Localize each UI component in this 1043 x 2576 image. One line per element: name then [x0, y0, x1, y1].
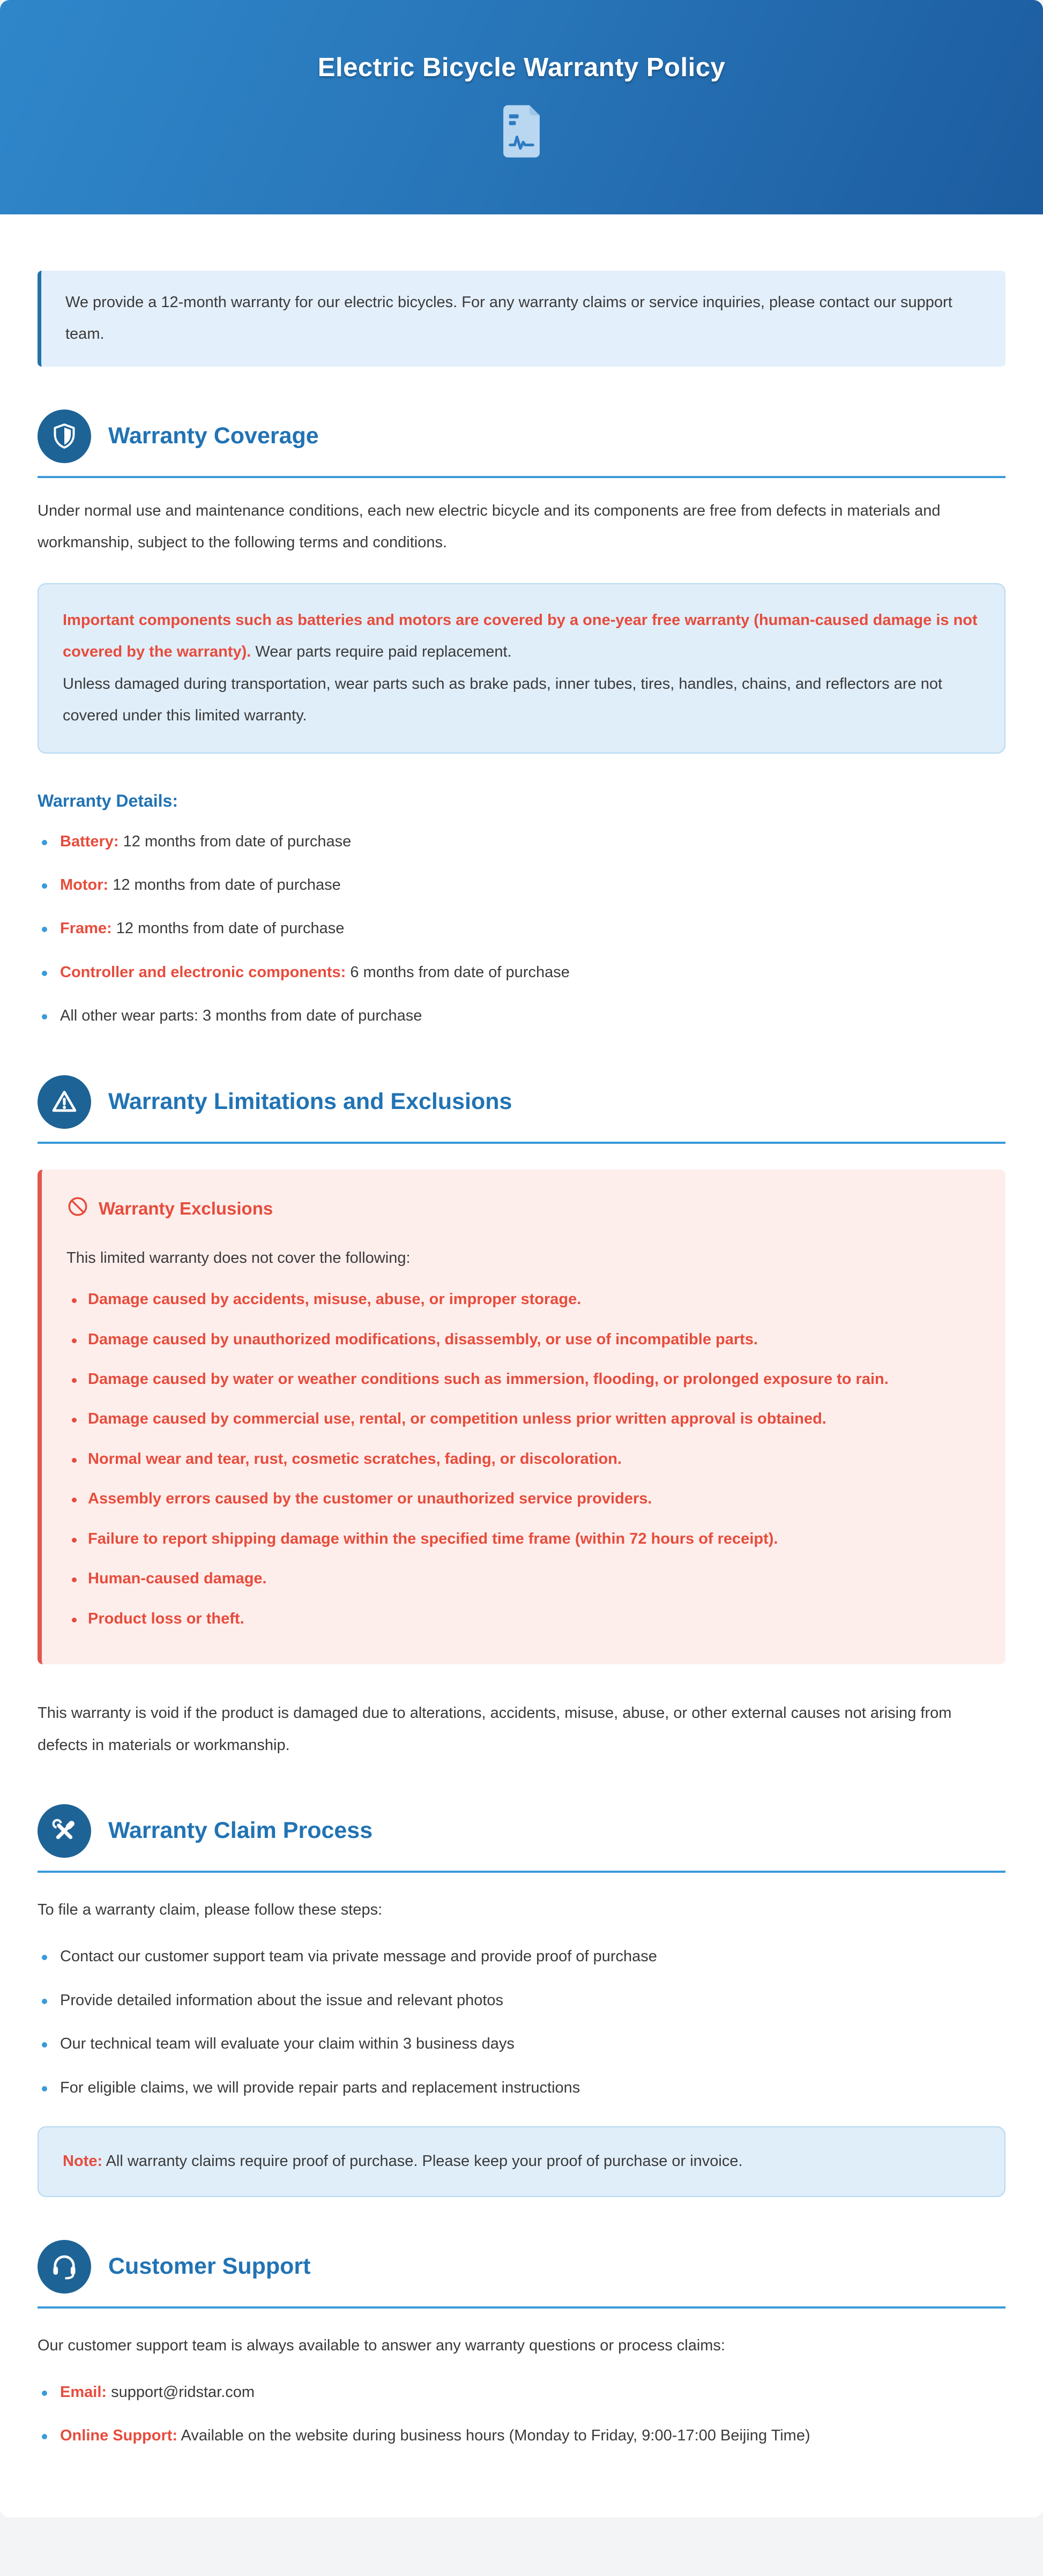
note-line — [63, 2146, 980, 2177]
divider — [38, 1142, 1005, 1144]
detail-label: Controller and electronic components: — [60, 963, 346, 981]
contact-text: support@ridstar.com — [107, 2384, 255, 2401]
detail-text: 6 months from date of purchase — [346, 963, 570, 981]
exclusions-intro: This limited warranty does not cover the following: — [66, 1249, 411, 1267]
list-item: Product loss or theft. — [66, 1603, 981, 1635]
list-item: Damage caused by accidents, misuse, abuse, or improper storage. — [66, 1284, 981, 1315]
detail-label: Motor: — [60, 876, 109, 894]
list-item: Human-caused damage. — [66, 1563, 981, 1595]
intro-text: We provide a 12-month warranty for our electric bicycles. For any warranty claims or service inquiries, please contact our support team. — [65, 294, 952, 343]
main-content — [0, 271, 1043, 2518]
list-item — [38, 826, 1005, 858]
detail-text: 12 months from date of purchase — [108, 876, 341, 894]
warranty-void-text: This warranty is void if the product is damaged due to alterations, accidents, misuse, abuse, or other external causes not arising from defects in materials or workmanship. — [38, 1704, 952, 1754]
support-contacts-list — [38, 2377, 1005, 2452]
coverage-title: Warranty Coverage — [108, 423, 319, 449]
warranty-details-list — [38, 826, 1005, 1032]
shield-icon — [38, 410, 91, 463]
claim-intro: To file a warranty claim, please follow these steps: — [38, 1901, 383, 1918]
coverage-heading-row — [38, 410, 1005, 463]
section-customer-support — [38, 2240, 1005, 2452]
important-line1 — [63, 605, 980, 668]
page-header — [0, 0, 1043, 214]
detail-text: 12 months from date of purchase — [118, 832, 352, 850]
list-item — [38, 1000, 1005, 1032]
divider — [38, 1871, 1005, 1873]
detail-text: 12 months from date of purchase — [111, 920, 345, 937]
prohibition-icon — [66, 1195, 89, 1222]
footer-gray-band — [0, 2518, 1043, 2576]
note-label: Note: — [63, 2153, 103, 2170]
support-title: Customer Support — [108, 2253, 311, 2280]
list-item — [38, 957, 1005, 988]
warning-icon — [38, 1075, 91, 1129]
list-item — [38, 869, 1005, 901]
support-heading-row — [38, 2240, 1005, 2294]
support-intro: Our customer support team is always available to answer any warranty questions or process claims: — [38, 2336, 725, 2354]
list-item: Assembly errors caused by the customer or unauthorized service providers. — [66, 1483, 981, 1515]
important-components-box — [38, 583, 1005, 754]
section-warranty-limitations — [38, 1075, 1005, 1761]
exclusions-title: Warranty Exclusions — [99, 1198, 273, 1218]
list-item: Damage caused by unauthorized modifications, disassembly, or use of incompatible parts. — [66, 1324, 981, 1356]
important-line2: Unless damaged during transportation, wear parts such as brake pads, inner tubes, tires, handles, chains, and reflectors are not covered under this limited warranty. — [63, 675, 943, 725]
intro-callout — [38, 271, 1005, 367]
list-item: For eligible claims, we will provide repair parts and replacement instructions — [38, 2072, 1005, 2104]
detail-label: Battery: — [60, 832, 119, 850]
list-item: Provide detailed information about the issue and relevant photos — [38, 1985, 1005, 2016]
list-item: Failure to report shipping damage within the specified time frame (within 72 hours of receipt). — [66, 1523, 981, 1555]
divider — [38, 476, 1005, 478]
list-item: Normal wear and tear, rust, cosmetic scratches, fading, or discoloration. — [66, 1443, 981, 1475]
page-title: Electric Bicycle Warranty Policy — [317, 53, 726, 82]
list-item: Our technical team will evaluate your claim within 3 business days — [38, 2028, 1005, 2060]
note-box — [38, 2126, 1005, 2197]
claim-heading-row — [38, 1804, 1005, 1858]
section-warranty-coverage — [38, 410, 1005, 1032]
important-red-text: Important components such as batteries and motors are covered by a one-year free warranty (human-caused damage is not covered by the warranty). — [63, 611, 978, 661]
list-item: Contact our customer support team via private message and provide proof of purchase — [38, 1941, 1005, 1972]
divider — [38, 2306, 1005, 2309]
exclusions-list — [66, 1284, 981, 1635]
detail-label: Frame: — [60, 920, 112, 937]
list-item: Damage caused by water or weather conditions such as immersion, flooding, or prolonged exposure to rain. — [66, 1364, 981, 1395]
limitations-heading-row — [38, 1075, 1005, 1129]
headset-icon — [38, 2240, 91, 2294]
exclusions-heading-row — [66, 1195, 981, 1222]
limitations-title: Warranty Limitations and Exclusions — [108, 1089, 512, 1115]
claim-title: Warranty Claim Process — [108, 1818, 373, 1844]
list-item — [38, 2377, 1005, 2408]
document-icon — [498, 103, 545, 162]
list-item: Damage caused by commercial use, rental, or competition unless prior written approval is obtained. — [66, 1403, 981, 1435]
important-normal-text: Wear parts require paid replacement. — [251, 643, 512, 661]
note-text: All warranty claims require proof of purchase. Please keep your proof of purchase or invoice. — [102, 2153, 743, 2170]
warranty-exclusions-box — [38, 1170, 1005, 1664]
tools-icon — [38, 1804, 91, 1858]
contact-label: Online Support: — [60, 2427, 178, 2445]
contact-label: Email: — [60, 2384, 107, 2401]
coverage-intro: Under normal use and maintenance conditions, each new electric bicycle and its components are free from defects in materials and workmanship, subject to the following terms and conditions. — [38, 502, 941, 552]
warranty-details-heading: Warranty Details: — [38, 791, 178, 810]
section-claim-process — [38, 1804, 1005, 2197]
list-item — [38, 913, 1005, 944]
list-item — [38, 2420, 1005, 2452]
detail-text: All other wear parts: 3 months from date of purchase — [60, 1007, 422, 1025]
contact-text: Available on the website during business hours (Monday to Friday, 9:00-17:00 Beijing Time) — [177, 2427, 810, 2445]
claim-steps-list — [38, 1941, 1005, 2104]
